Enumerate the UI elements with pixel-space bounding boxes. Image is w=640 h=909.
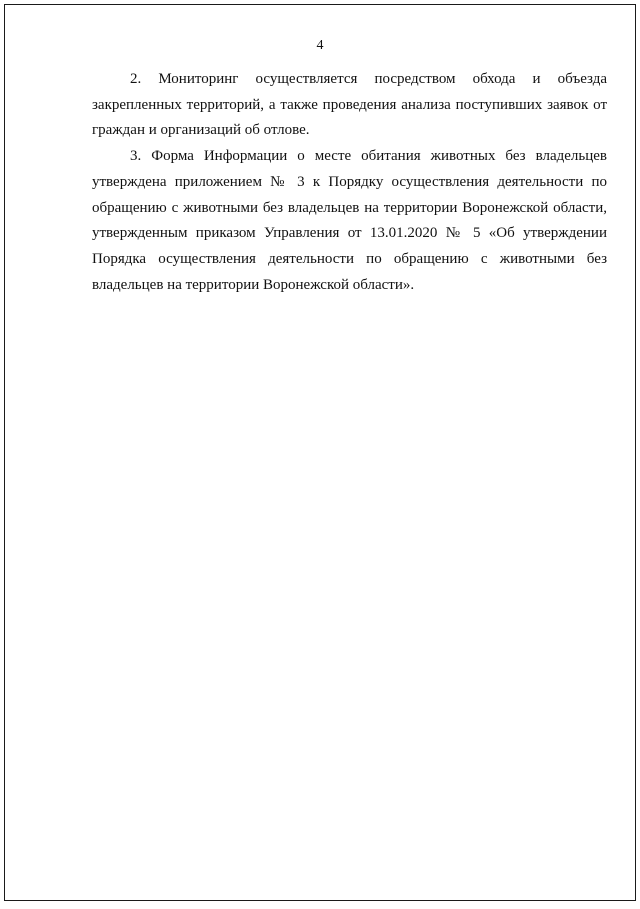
paragraph-line: граждан и организаций об отлове.	[92, 122, 310, 139]
page-number: 4	[316, 38, 324, 53]
paragraph-line: закрепленных территорий, а также проведения анализа поступивших заявок от	[92, 96, 607, 113]
paragraph-information-form	[92, 144, 607, 298]
paragraph-line: обращению с животными без владельцев на территории Воронежской области,	[92, 199, 607, 216]
paragraph-line: утверждена приложением № 3 к Порядку осуществления деятельности по	[92, 173, 607, 190]
document-body	[92, 67, 607, 298]
paragraph-line: Порядка осуществления деятельности по обращению с животными без	[92, 250, 607, 267]
paragraph-monitoring	[92, 67, 607, 144]
paragraph-line: утвержденным приказом Управления от 13.01.2020 № 5 «Об утверждении	[92, 225, 607, 242]
document-page	[4, 4, 636, 901]
paragraph-line: владельцев на территории Воронежской области».	[92, 276, 415, 293]
paragraph-line: 2. Мониторинг осуществляется посредством обхода и объезда	[130, 71, 607, 87]
paragraph-line: 3. Форма Информации о месте обитания животных без владельцев	[130, 148, 607, 165]
